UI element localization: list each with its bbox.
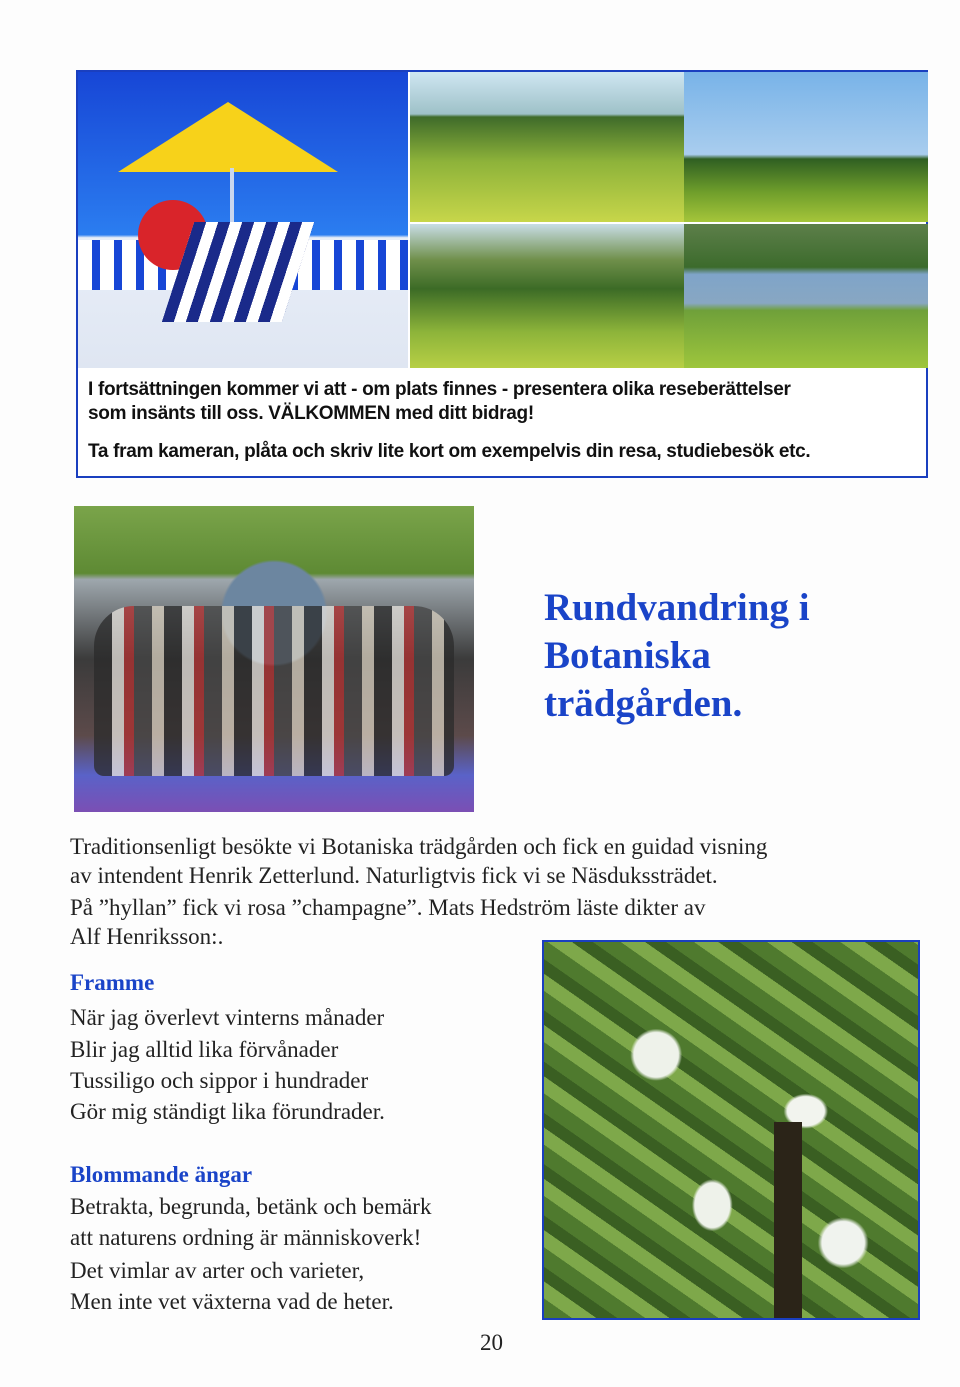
crowd [94,606,454,776]
golfers-photo [684,224,928,368]
intro-line-1: Traditionsenligt besökte vi Botaniska trädgården och fick en guidad visning [70,834,768,859]
poem-1-line-3: Tussiligo och sippor i hundrader [70,1068,369,1093]
handkerchief-tree-photo [542,940,920,1320]
caption-line-2: som insänts till oss. VÄLKOMMEN med ditt bidrag! [88,403,534,424]
article-heading-line-3: trädgården. [544,682,743,725]
poem-title-blommande-angar: Blommande ängar [70,1162,253,1187]
page-number: 20 [480,1330,503,1355]
umbrella-shape [118,102,338,172]
caption-line-3: Ta fram kameran, plåta och skriv lite kort om exempelvis din resa, studiebesök etc. [88,441,811,462]
poem-2-line-3: Det vimlar av arter och varieter, [70,1258,365,1283]
poem-2-line-2: att naturens ordning är människoverk! [70,1225,422,1250]
poem-1-line-1: När jag överlevt vinterns månader [70,1005,385,1030]
poem-1-line-2: Blir jag alltid lika förvånader [70,1037,339,1062]
golf-course-photo-2 [684,72,928,222]
beach-umbrella-illustration [78,72,408,368]
intro-line-3: På ”hyllan” fick vi rosa ”champagne”. Mats Hedström läste dikter av [70,895,706,920]
golf-course-photo-1 [410,72,684,222]
intro-line-4: Alf Henriksson:. [70,924,224,949]
poem-title-framme: Framme [70,970,155,995]
intro-line-2: av intendent Henrik Zetterlund. Naturligtvis fick vi se Näsdukssträdet. [70,863,718,888]
article-heading-line-1: Rundvandring i [544,586,810,629]
tree-trunk [774,1122,802,1318]
golf-course-photo-3 [410,224,684,368]
article-heading-line-2: Botaniska [544,634,711,677]
poem-1-line-4: Gör mig ständigt lika förundrader. [70,1099,385,1124]
caption-line-1: I fortsättningen kommer vi att - om plats finnes - presentera olika reseberättelser [88,379,791,400]
poem-2-line-4: Men inte vet växterna vad de heter. [70,1289,394,1314]
group-tour-photo [74,506,474,812]
poem-2-line-1: Betrakta, begrunda, betänk och bemärk [70,1194,432,1219]
banner-caption [78,368,926,476]
